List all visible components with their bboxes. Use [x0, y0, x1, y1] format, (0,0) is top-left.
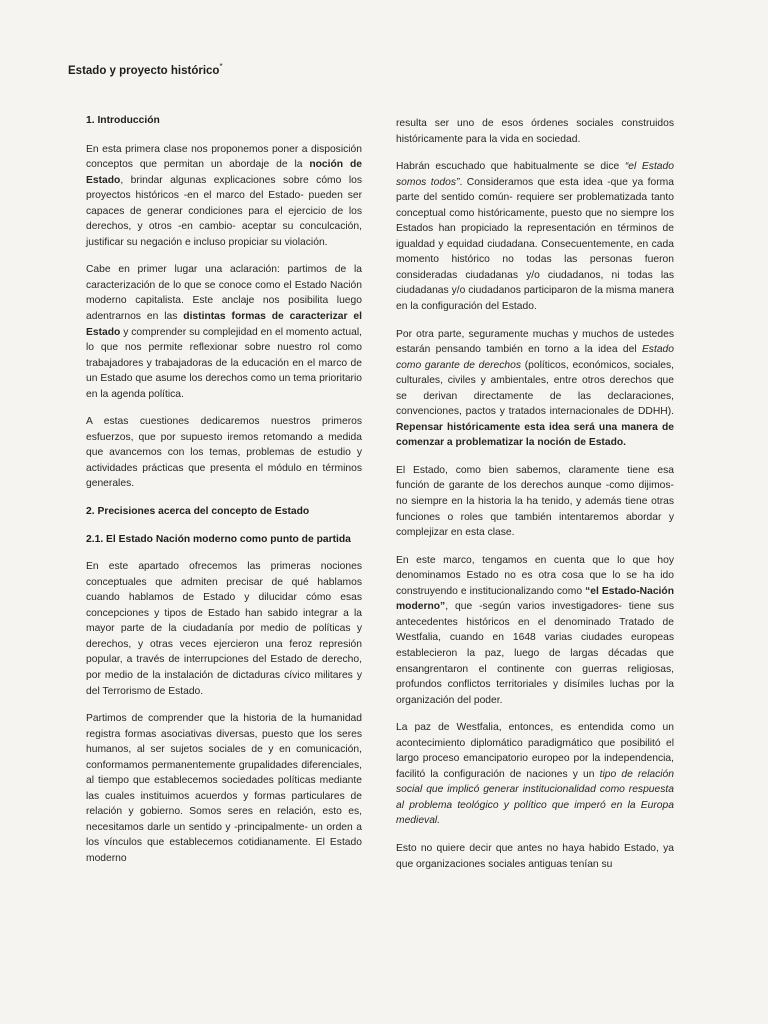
text-run: El Estado, como bien sabemos, claramente tiene esa función de garante de los derechos aunque -como dijimos- no siempre en la historia la ha tenido, y además tiene otras funciones o roles que también intentaremos abordar y complejizar en esta clase. [396, 464, 674, 539]
text-run: En esta primera clase nos proponemos poner a disposición conceptos que permitan un abordaje de la [86, 143, 362, 171]
bold-text: “el Estado-Nación moderno” [396, 585, 674, 613]
paragraph [86, 142, 362, 251]
italic-text: Estado como garante de derechos [396, 344, 674, 371]
text-run: (políticos, económicos, sociales, culturales, civiles y ambientales, entre otros derechos que se derivan directamente de las declaraciones, convenciones, pactos y tratados internacionales de DDHH). [396, 359, 675, 418]
bold-text: distintas formas de caracterizar el Estado [86, 311, 362, 338]
paragraph [396, 553, 674, 708]
paragraph [396, 841, 674, 872]
text-run: Por otra parte, seguramente muchas y muchos de ustedes estarán pensando también en torno a la idea del [396, 328, 674, 356]
text-run: Cabe en primer lugar una aclaración: partimos de la caracterización de lo que se conoce como el Estado Nación moderno capitalista. Este anclaje nos posibilita luego adentrarnos en las [86, 264, 362, 323]
paragraph [396, 116, 674, 147]
text-run: , que -según varios investigadores- tiene sus antecedentes históricos en el denominado Tratado de Westfalia, cuando en 1648 varias ciudades europeas establecieron la paz, luego de largas décadas que ensangrentaron el continente con guerras religiosas, profundos conflictos territoriales y disímiles luchas por la organización del poder. [396, 601, 674, 706]
paragraph [86, 711, 362, 866]
text-run: En este marco, tengamos en cuenta que lo que hoy denominamos Estado no es otra cosa que lo se ha ido construyendo e institucionalizando como [396, 554, 674, 597]
paragraph [396, 159, 674, 314]
text-run: resulta ser uno de esos órdenes sociales construidos históricamente para la vida en sociedad. [396, 118, 674, 145]
left-column [86, 113, 362, 879]
bold-text: Repensar históricamente esta idea será una manera de comenzar a problematizar la noción de Estado. [396, 421, 674, 449]
document-title [68, 62, 223, 77]
heading-section-2: 2. Precisiones acerca del concepto de Estado [86, 506, 310, 518]
text-run: A estas cuestiones dedicaremos nuestros primeros esfuerzos, que por supuesto iremos retomando a medida que avancemos con los temas, problemas de estudio y actividades prácticas que presenta el módulo en términos generales. [86, 416, 362, 490]
text-run: Partimos de comprender que la historia de la humanidad registra formas asociativas diversas, puesto que los seres humanos, al ser sujetos sociales de y en comunicación, conformamos permanentemente grupalidades diferenciales, al tiempo que establecemos sociedades políticas mediante las cuales instituimos acuerdos y formas particulares de relación y gobierno. Somos seres en relación, esto es, necesitamos darle un sentido y -principalmente- un orden a los vínculos que establecemos cotidianamente. El Estado moderno [86, 713, 362, 864]
text-run: y comprender su complejidad en el momento actual, lo que nos permite reflexionar sobre nuestro rol como trabajadores y trabajadoras de la educación en el marco de un Estado que asume los derechos como un tema prioritario en la agenda política. [86, 326, 362, 400]
text-run: , brindar algunas explicaciones sobre cómo los proyectos históricos -en el marco del Estado- pueden ser capaces de generar condiciones para el ejercicio de los derechos, y otros -en cambio- aceptar su conculcación, justificar su negación e incluso propiciar su violación. [86, 174, 362, 248]
paragraph [396, 720, 674, 829]
text-run: . Consideramos que esta idea -que ya forma parte del sentido común- requiere ser problematizada tanto conceptual como históricamente, puesto que no siempre los Estados han propiciado la representación en términos de igualdad y equidad ciudadana. Consecuentemente, en cada momento histórico no todas las personas fueron consideradas ciudadanas y/o ciudadanos, ni todas las ciudadanas y/o ciudadanos participaron de la misma manera en la configuración del Estado. [396, 176, 674, 313]
paragraph [396, 463, 674, 541]
text-run: Esto no quiere decir que antes no haya habido Estado, ya que organizaciones sociales antiguas tenían su [396, 842, 674, 870]
footnote-mark: * [219, 62, 223, 71]
italic-text: tipo de relación social que implicó generar institucionalidad como respuesta al problema teológico y político que imperó en la Europa medieval. [396, 768, 674, 827]
paragraph [86, 262, 362, 402]
paragraph [86, 414, 362, 492]
right-column [396, 116, 674, 884]
text-run: Habrán escuchado que habitualmente se dice [396, 161, 625, 173]
italic-text: “el Estado somos todos” [396, 161, 674, 188]
document-title-text: Estado y proyecto histórico [68, 64, 220, 77]
heading-section-2-1: 2.1. El Estado Nación moderno como punto de partida [86, 533, 351, 545]
paragraph [86, 559, 362, 699]
heading-introduccion: 1. Introducción [86, 115, 160, 126]
paragraph [396, 327, 674, 451]
text-run: En este apartado ofrecemos las primeras nociones conceptuales que admiten precisar de qué hablamos cuando hablamos de Estado y dilucidar cómo esas concepciones y tipos de Estado han sabido integrar a la mayor parte de la ciudadanía por medio de políticas y derechos, y otras veces ejercieron una feroz represión popular, a través de interrupciones del Estado de derecho, por medio de la instalación de dictaduras cívico militares y del Terrorismo de Estado. [86, 561, 362, 697]
bold-text: noción de Estado [86, 159, 362, 186]
text-run: La paz de Westfalia, entonces, es entendida como un acontecimiento diplomático paradigmático que posibilitó el largo proceso emancipatorio europeo por la independencia, facilitó la configuración de naciones y un [396, 722, 674, 780]
